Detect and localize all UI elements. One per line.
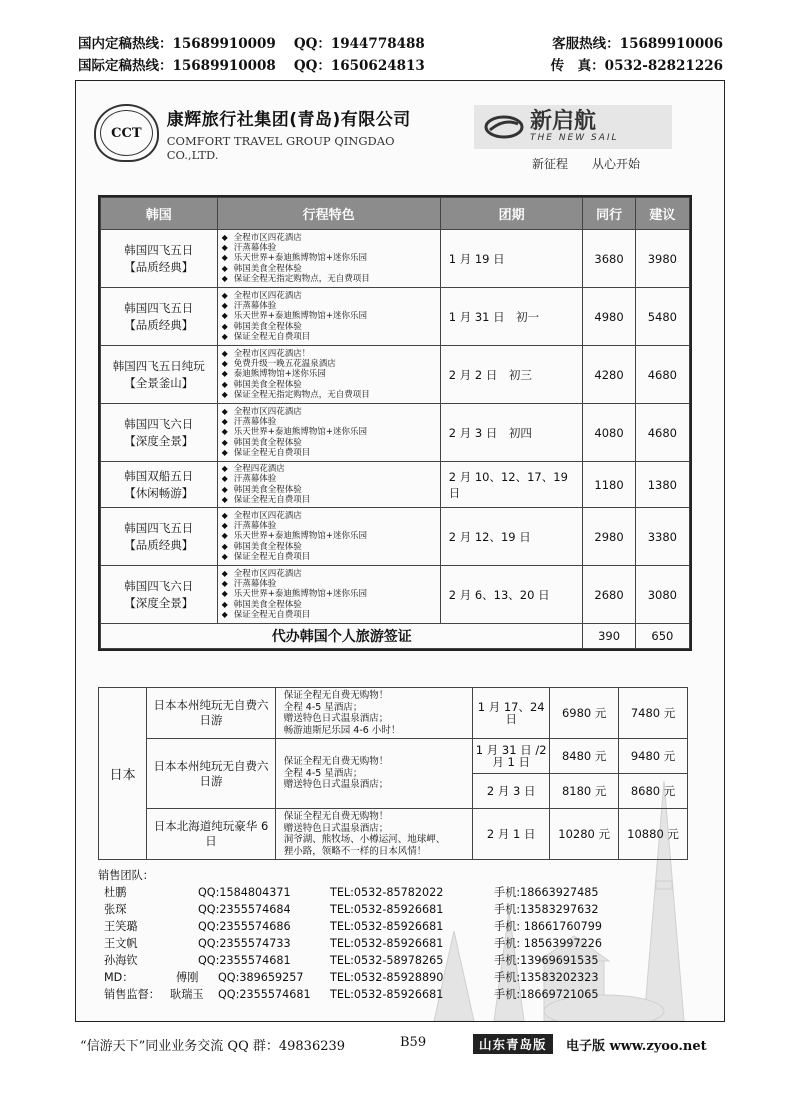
route-tag: 【品质经典】	[124, 537, 194, 552]
feature-item: ◆ 韩国美食全程体验	[222, 600, 436, 610]
sales-name: 耿瑞玉	[170, 988, 204, 1001]
departure-date: 2 月 6、13、20 日	[440, 566, 583, 624]
peer-price: 6980 元	[550, 688, 619, 739]
company-name-cn: 康辉旅行社集团(青岛)有限公司	[166, 109, 411, 130]
feature-item: 保证全程无自费无购物！	[283, 690, 389, 701]
feature-item: ◆ 韩国美食全程体验	[222, 485, 436, 495]
sales-tel: TEL:0532-85926681	[330, 920, 444, 933]
feature-list	[217, 404, 440, 462]
sales-mobile: 手机:13969691535	[494, 954, 599, 967]
sales-qq: QQ:1584804371	[198, 886, 291, 899]
cct-seal-icon: CCT	[94, 104, 159, 162]
domestic-hotline: 国内定稿热线：15689910009	[78, 36, 276, 52]
feature-item: ◆ 全程四花酒店	[222, 464, 436, 474]
col-peer-price: 同行	[583, 198, 635, 230]
departure-date: 2 月 12、19 日	[440, 508, 583, 566]
feature-item: 赠送特色日式温泉酒店；	[283, 822, 389, 834]
route-title: 韩国四飞五日	[124, 242, 194, 257]
japan-tour-row	[99, 688, 688, 739]
feature-item: ◆ 汗蒸幕体验	[222, 521, 436, 531]
feature-item: ◆ 保证全程无自费项目	[222, 448, 436, 458]
route-title: 韩国四飞五日纯玩	[112, 358, 205, 373]
departure-date: 1 月 19 日	[440, 230, 583, 288]
korea-tour-table	[98, 195, 692, 651]
route-tag: 【品质经典】	[124, 317, 194, 332]
suggested-price: 7480 元	[619, 688, 688, 739]
sail-swoosh-icon	[484, 114, 524, 140]
feature-item: 保证全程无自费无购物！	[283, 756, 389, 768]
suggested-price: 4680	[635, 404, 689, 462]
company-name-en: COMFORT TRAVEL GROUP QINGDAO CO.,LTD.	[166, 133, 395, 162]
route-name	[101, 230, 218, 288]
sales-tel: TEL:0532-85782022	[330, 886, 444, 899]
feature-list	[217, 462, 440, 508]
sales-name: 孙海钦	[104, 954, 138, 967]
peer-price: 4980	[583, 288, 635, 346]
hotline-header	[78, 33, 723, 77]
sales-tel: TEL:0532-85926681	[330, 937, 444, 950]
route-name: 日本北海道纯玩豪华 6 日	[147, 809, 275, 860]
sales-qq: QQ:2355574684	[198, 903, 291, 916]
feature-item: ◆ 乐天世界+泰迪熊博物馆+迷你乐园	[222, 531, 436, 541]
feature-item: ◆ 全程市区四花酒店	[222, 511, 436, 521]
md-row	[98, 969, 698, 986]
feature-item: ◆ 韩国美食全程体验	[222, 264, 436, 274]
feature-item: ◆ 全程市区四花酒店	[222, 291, 436, 301]
sales-qq: QQ:2355574681	[198, 954, 291, 967]
brand-name-cn: 新启航	[530, 109, 597, 134]
sales-mobile: 手机: 18563997226	[494, 937, 602, 950]
suggested-price: 4680	[635, 346, 689, 404]
suggested-price: 3080	[635, 566, 689, 624]
peer-price: 4280	[583, 346, 635, 404]
route-name	[101, 508, 218, 566]
route-name: 日本本州纯玩无自费六日游	[147, 739, 275, 809]
sales-tel: TEL:0532-85928890	[330, 971, 444, 984]
sales-mobile: 手机: 18661760799	[494, 920, 602, 933]
sales-tel: TEL:0532-58978265	[330, 954, 444, 967]
feature-list	[217, 346, 440, 404]
feature-item: ◆ 韩国美食全程体验	[222, 542, 436, 552]
brand-slogan: 新征程 从心开始	[532, 157, 641, 171]
feature-list	[217, 288, 440, 346]
departure-date: 1 月 17、24 日	[473, 688, 550, 739]
feature-item: ◆ 乐天世界+泰迪熊博物馆+迷你乐园	[222, 589, 436, 599]
feature-list	[217, 508, 440, 566]
feature-item: ◆ 保证全程无自费项目	[222, 610, 436, 620]
intl-hotline: 国际定稿热线：15689910008	[78, 58, 276, 74]
departure-date: 2 月 1 日	[473, 809, 550, 860]
sales-qq: QQ:2355574681	[218, 988, 311, 1001]
route-title: 韩国四飞五日	[124, 520, 194, 535]
feature-item: ◆ 全程市区四花酒店	[222, 233, 436, 243]
sales-tel: TEL:0532-85926681	[330, 988, 444, 1001]
fax: 传 真：0532-82821226	[550, 58, 723, 74]
route-title: 韩国四飞五日	[124, 300, 194, 315]
feature-item: ◆ 汗蒸幕体验	[222, 417, 436, 427]
korea-tour-row	[101, 346, 690, 404]
new-sail-logo	[474, 105, 674, 171]
col-dates: 团期	[440, 198, 583, 230]
page-number: B59	[400, 1035, 427, 1050]
sales-name: 傅刚	[176, 971, 199, 984]
brand-name-en: THE NEW SAIL	[530, 133, 619, 143]
cct-logo	[94, 97, 444, 169]
country-label: 日本	[99, 688, 147, 860]
peer-price: 2980	[583, 508, 635, 566]
feature-list	[275, 688, 472, 739]
sales-member	[98, 935, 698, 952]
departure-date: 1 月 31 日 初一	[440, 288, 583, 346]
peer-price: 1180	[583, 462, 635, 508]
page-footer	[78, 1032, 723, 1054]
feature-item: ◆ 乐天世界+泰迪熊博物馆+迷你乐园	[222, 253, 436, 263]
sales-mobile: 手机:18669721065	[494, 988, 599, 1001]
peer-price: 8180 元	[550, 774, 619, 809]
suggested-price: 1380	[635, 462, 689, 508]
feature-item: ◆ 全程市区四花酒店	[222, 569, 436, 579]
route-title: 韩国双船五日	[124, 468, 194, 483]
peer-price: 4080	[583, 404, 635, 462]
feature-item: ◆ 泰迪熊博物馆+迷你乐园	[222, 369, 436, 379]
sales-qq: QQ:2355574733	[198, 937, 291, 950]
route-title: 韩国四飞六日	[124, 578, 194, 593]
korea-tour-row	[101, 462, 690, 508]
supervisor-row	[98, 986, 698, 1003]
sales-name: 张琛	[104, 903, 127, 916]
feature-item: 狸小路，领略不一样的日本风情！	[283, 845, 427, 857]
korea-tour-row	[101, 404, 690, 462]
suggested-price: 9480 元	[619, 739, 688, 774]
feature-item: ◆ 汗蒸幕体验	[222, 474, 436, 484]
sales-team-title: 销售团队：	[98, 869, 154, 882]
feature-item: ◆ 免费升级一晚五花温泉酒店	[222, 359, 436, 369]
departure-date: 2 月 10、12、17、19 日	[440, 462, 583, 508]
peer-price: 3680	[583, 230, 635, 288]
departure-date: 2 月 3 日	[473, 774, 550, 809]
sales-tel: TEL:0532-85926681	[330, 903, 444, 916]
route-title: 韩国四飞六日	[124, 416, 194, 431]
feature-item: ◆ 保证全程无指定购物点，无自费项目	[222, 274, 436, 284]
role-label: MD：	[104, 971, 134, 984]
feature-item: ◆ 韩国美食全程体验	[222, 380, 436, 390]
feature-item: ◆ 保证全程无自费项目	[222, 495, 436, 505]
route-tag: 【深度全景】	[124, 433, 194, 448]
feature-list	[275, 809, 472, 860]
sales-member	[98, 918, 698, 935]
feature-item: 赠送特色日式温泉酒店；	[283, 779, 389, 791]
departure-date: 2 月 2 日 初三	[440, 346, 583, 404]
departure-date: 2 月 3 日 初四	[440, 404, 583, 462]
feature-item: ◆ 韩国美食全程体验	[222, 438, 436, 448]
feature-item: 全程 4-5 星酒店；	[283, 701, 363, 713]
feature-list	[217, 230, 440, 288]
feature-item: ◆ 汗蒸幕体验	[222, 243, 436, 253]
suggested-price: 3980	[635, 230, 689, 288]
feature-item: ◆ 汗蒸幕体验	[222, 301, 436, 311]
sales-name: 王文帆	[104, 937, 138, 950]
feature-item: 洞爷湖、熊牧场、小樽运河、地球岬、	[283, 834, 446, 845]
visa-service: 代办韩国个人旅游签证	[101, 624, 583, 649]
route-name	[101, 404, 218, 462]
feature-item: ◆ 保证全程无自费项目	[222, 552, 436, 562]
sales-team	[98, 867, 698, 1003]
visa-suggested-price: 650	[635, 624, 689, 649]
domestic-qq: QQ：1944778488	[293, 36, 425, 52]
feature-item: ◆ 保证全程无自费项目	[222, 332, 436, 342]
route-name	[101, 288, 218, 346]
feature-item: ◆ 韩国美食全程体验	[222, 322, 436, 332]
col-features: 行程特色	[217, 198, 440, 230]
sales-mobile: 手机:13583297632	[494, 903, 599, 916]
feature-item: ◆ 乐天世界+泰迪熊博物馆+迷你乐园	[222, 311, 436, 321]
service-hotline: 客服热线：15689910006	[552, 36, 723, 52]
feature-list	[275, 739, 472, 809]
col-suggested-price: 建议	[635, 198, 689, 230]
feature-item: 全程 4-5 星酒店；	[283, 767, 363, 779]
sales-mobile: 手机:13583202323	[494, 971, 599, 984]
edition-badge: 山东青岛版	[473, 1034, 553, 1054]
sales-qq: QQ:389659257	[218, 971, 304, 984]
departure-date: 1 月 31 日 /2 月 1 日	[473, 739, 550, 774]
website: 电子版 www.zyoo.net	[566, 1039, 707, 1054]
korea-tour-row	[101, 230, 690, 288]
sales-member	[98, 952, 698, 969]
suggested-price: 5480	[635, 288, 689, 346]
sales-member	[98, 901, 698, 918]
route-name: 日本本州纯玩无自费六日游	[147, 688, 275, 739]
korea-header-row	[101, 198, 690, 230]
feature-item: 赠送特色日式温泉酒店；	[283, 713, 389, 724]
ad-frame	[75, 80, 725, 1022]
visa-peer-price: 390	[583, 624, 635, 649]
japan-tour-row	[99, 809, 688, 860]
suggested-price: 3380	[635, 508, 689, 566]
route-name	[101, 566, 218, 624]
feature-item: ◆ 汗蒸幕体验	[222, 579, 436, 589]
intl-qq: QQ：1650624813	[293, 58, 425, 74]
col-korea: 韩国	[101, 198, 218, 230]
peer-price: 10280 元	[550, 809, 619, 860]
feature-item: ◆ 全程市区四花酒店！	[222, 349, 436, 359]
suggested-price: 10880 元	[619, 809, 688, 860]
japan-tour-row	[99, 739, 688, 774]
korea-tour-row	[101, 288, 690, 346]
route-tag: 【全景釜山】	[124, 375, 194, 390]
feature-item: 畅游迪斯尼乐园 4-6 小时！	[283, 724, 401, 736]
route-name	[101, 462, 218, 508]
suggested-price: 8680 元	[619, 774, 688, 809]
sales-mobile: 手机:18663927485	[494, 886, 599, 899]
korea-tour-row	[101, 566, 690, 624]
sales-qq: QQ:2355574686	[198, 920, 291, 933]
visa-row	[101, 624, 690, 649]
feature-item: ◆ 全程市区四花酒店	[222, 407, 436, 417]
feature-item: ◆ 保证全程无指定购物点，无自费项目	[222, 390, 436, 400]
route-tag: 【深度全景】	[124, 595, 194, 610]
qq-group: “信游天下”同业业务交流 QQ 群：49836239	[80, 1039, 346, 1054]
feature-item: ◆ 乐天世界+泰迪熊博物馆+迷你乐园	[222, 427, 436, 437]
route-tag: 【品质经典】	[124, 259, 194, 274]
sales-member	[98, 884, 698, 901]
peer-price: 8480 元	[550, 739, 619, 774]
japan-tour-table	[98, 687, 688, 860]
sales-name: 杜鹏	[104, 886, 127, 899]
feature-list	[217, 566, 440, 624]
role-label: 销售监督：	[104, 988, 160, 1001]
feature-item: 保证全程无自费无购物！	[283, 811, 389, 822]
sales-name: 王笑璐	[104, 920, 138, 933]
korea-tour-row	[101, 508, 690, 566]
route-name	[101, 346, 218, 404]
peer-price: 2680	[583, 566, 635, 624]
route-tag: 【休闲畅游】	[124, 485, 194, 500]
